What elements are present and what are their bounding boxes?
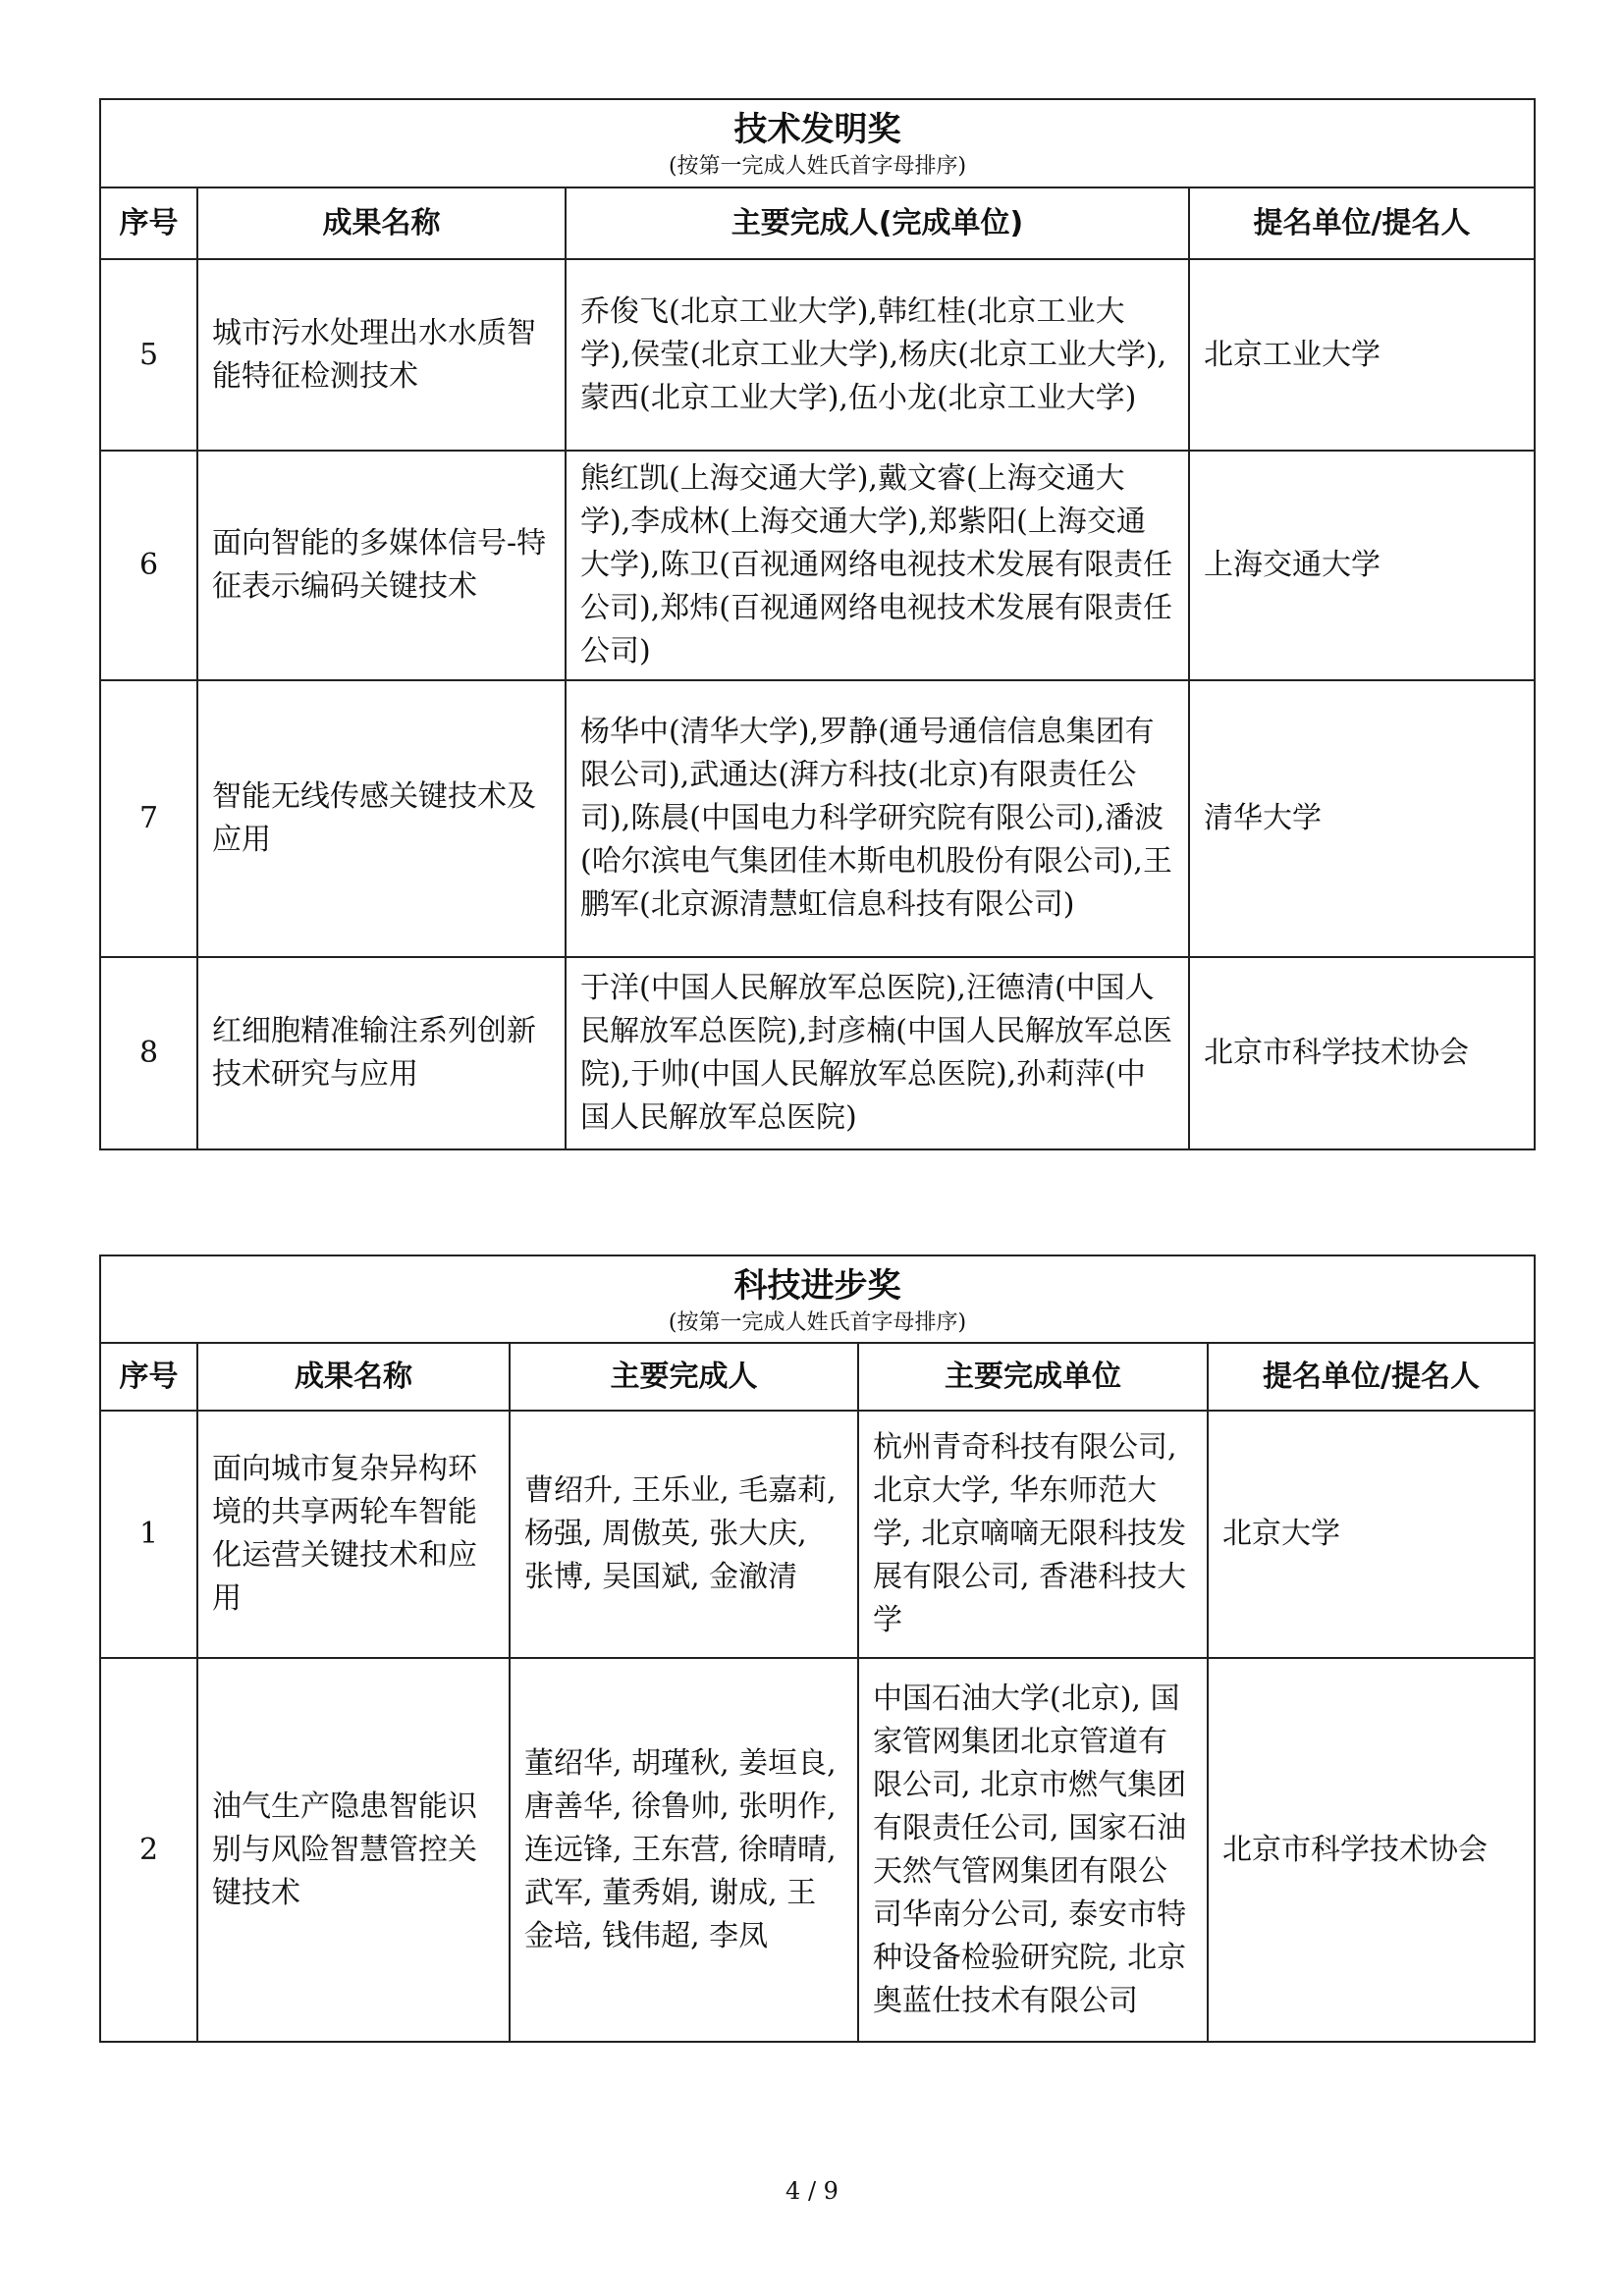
row-people: 熊红凯(上海交通大学),戴文睿(上海交通大学),李成林(上海交通大学),郑紫阳(上海交通大学),陈卫(百视通网络电视技术发展有限责任公司),郑炜(百视通网络电视技术发展有限责任公司) — [566, 451, 1189, 680]
row-name: 面向城市复杂异构环境的共享两轮车智能化运营关键技术和应用 — [197, 1411, 510, 1658]
header-nominator: 提名单位/提名人 — [1189, 187, 1535, 259]
table-title: 技术发明奖 — [733, 110, 901, 149]
table-row — [100, 680, 1535, 957]
row-name: 智能无线传感关键技术及应用 — [197, 680, 566, 957]
row-no: 1 — [100, 1411, 197, 1658]
page-number: 4 / 9 — [785, 2177, 839, 2205]
header-row — [100, 1343, 1535, 1411]
table-title-cell — [100, 99, 1535, 187]
table-row — [100, 259, 1535, 451]
row-people: 于洋(中国人民解放军总医院),汪德清(中国人民解放军总医院),封彦楠(中国人民解放军总医院),于帅(中国人民解放军总医院),孙莉萍(中国人民解放军总医院) — [566, 957, 1189, 1149]
row-nominator: 北京市科学技术协会 — [1208, 1658, 1535, 2042]
row-name: 油气生产隐患智能识别与风险智慧管控关键技术 — [197, 1658, 510, 2042]
table-row — [100, 957, 1535, 1149]
table-title: 科技进步奖 — [733, 1265, 901, 1306]
header-row — [100, 187, 1535, 259]
row-no: 5 — [100, 259, 197, 451]
row-nominator: 北京大学 — [1208, 1411, 1535, 1658]
row-units: 杭州青奇科技有限公司, 北京大学, 华东师范大学, 北京嘀嘀无限科技发展有限公司, 香港科技大学 — [858, 1411, 1208, 1658]
row-no: 7 — [100, 680, 197, 957]
row-people: 曹绍升, 王乐业, 毛嘉莉, 杨强, 周傲英, 张大庆, 张博, 吴国斌, 金澈清 — [510, 1411, 858, 1658]
header-name: 成果名称 — [197, 1343, 510, 1411]
row-people: 乔俊飞(北京工业大学),韩红桂(北京工业大学),侯莹(北京工业大学),杨庆(北京工业大学),蒙西(北京工业大学),伍小龙(北京工业大学) — [566, 259, 1189, 451]
row-name: 城市污水处理出水水质智能特征检测技术 — [197, 259, 566, 451]
header-people: 主要完成人 — [510, 1343, 858, 1411]
row-nominator: 上海交通大学 — [1189, 451, 1535, 680]
table-row — [100, 1411, 1535, 1658]
row-units: 中国石油大学(北京), 国家管网集团北京管道有限公司, 北京市燃气集团有限责任公司, 国家石油天然气管网集团有限公司华南分公司, 泰安市特种设备检验研究院, 北京奥蓝仕技术有限公司 — [858, 1658, 1208, 2042]
row-nominator: 北京市科学技术协会 — [1189, 957, 1535, 1149]
header-name: 成果名称 — [197, 187, 566, 259]
row-nominator: 清华大学 — [1189, 680, 1535, 957]
row-people: 董绍华, 胡瑾秋, 姜垣良, 唐善华, 徐鲁帅, 张明作, 连远锋, 王东营, 徐晴晴, 武军, 董秀娟, 谢成, 王金培, 钱伟超, 李凤 — [510, 1658, 858, 2042]
row-name: 红细胞精准输注系列创新技术研究与应用 — [197, 957, 566, 1149]
row-name: 面向智能的多媒体信号-特征表示编码关键技术 — [197, 451, 566, 680]
table-subtitle: (按第一完成人姓氏首字母排序) — [668, 1309, 967, 1335]
row-nominator: 北京工业大学 — [1189, 259, 1535, 451]
table-title-cell — [100, 1255, 1535, 1343]
sci-tech-progress-award-table — [99, 1255, 1536, 2043]
row-people: 杨华中(清华大学),罗静(通号通信信息集团有限公司),武通达(湃方科技(北京)有限责任公司),陈晨(中国电力科学研究院有限公司),潘波(哈尔滨电气集团佳木斯电机股份有限公司),王鹏军(北京源清慧虹信息科技有限公司) — [566, 680, 1189, 957]
header-nominator: 提名单位/提名人 — [1208, 1343, 1535, 1411]
technical-invention-award-table — [99, 98, 1536, 1150]
header-no: 序号 — [100, 1343, 197, 1411]
table-row — [100, 1658, 1535, 2042]
header-people: 主要完成人(完成单位) — [566, 187, 1189, 259]
header-no: 序号 — [100, 187, 197, 259]
table-subtitle: (按第一完成人姓氏首字母排序) — [668, 154, 967, 179]
row-no: 6 — [100, 451, 197, 680]
row-no: 8 — [100, 957, 197, 1149]
table-row — [100, 451, 1535, 680]
header-units: 主要完成单位 — [858, 1343, 1208, 1411]
row-no: 2 — [100, 1658, 197, 2042]
